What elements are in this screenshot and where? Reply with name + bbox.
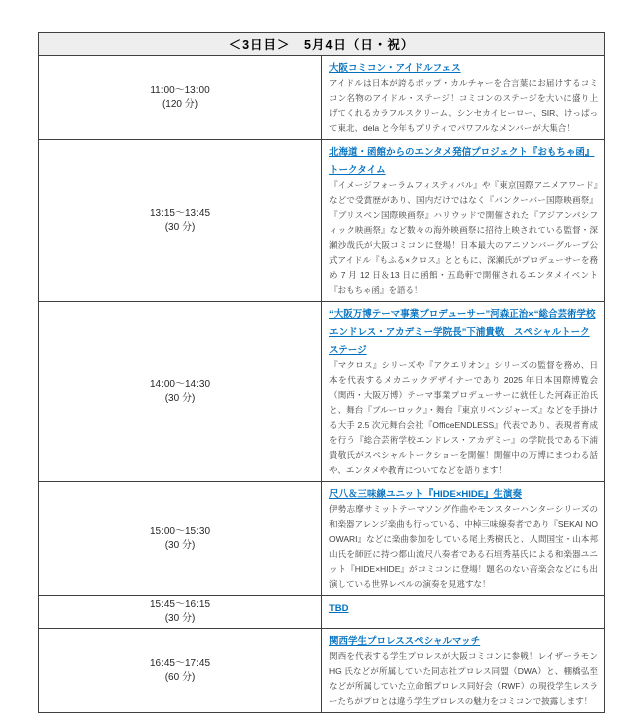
content-cell xyxy=(322,56,605,140)
content-cell xyxy=(322,140,605,302)
event-description: 『イメージフォーラムフィスティバル』や『東京国際アニメアワード』などで受賞歴があり、国内だけではなく『バンクーバー国際映画祭』『ブリスベン国際映画祭』ハリウッドで開催された『アジアンパシフィック映画祭』など数々の海外映画祭に招待上映されている監督・深瀬沙哉氏が大阪コミコンに登場！日本最大のアニソンバーグループ公式アイドル『もふる×クロス』とともに、深瀬氏がプロデューサーを務め 7 月 12 日＆13 日に函館・五島軒で開催されるエンタメイベント『おもちゃ函』を語る！ xyxy=(329,180,598,295)
time-range: 15:45～16:15 xyxy=(149,599,211,610)
table-row xyxy=(39,140,605,302)
schedule-table xyxy=(38,32,605,713)
day-header: ＜3日目＞ 5月4日（日・祝） xyxy=(39,33,605,56)
event-title-link[interactable]: 北海道・函館からのエンタメ発信プロジェクト『おもちゃ函』トークタイム xyxy=(329,147,595,176)
time-cell xyxy=(39,596,322,629)
time-cell xyxy=(39,629,322,713)
event-title-link[interactable]: TBD xyxy=(329,603,349,614)
table-row xyxy=(39,629,605,713)
content-cell xyxy=(322,596,605,629)
table-row xyxy=(39,56,605,140)
event-description: 伊勢志摩サミットテーマソング作曲やモンスターハンターシリーズの和楽器アレンジ楽曲も行っている、中棹三味線奏者であり『SEKAI NO OWARI』などに楽曲参加をしている尾上秀樹氏と、人間国宝・山本邦山氏を師匠に持つ都山流尺八奏者である石垣秀基氏による和楽器ユニット『HIDE×HIDE』がコミコンに登場！題名のない音楽会などにも出演している世界レベルの演奏を見逃すな！ xyxy=(329,504,598,589)
content-cell xyxy=(322,302,605,482)
time-range: 13:15～13:45 xyxy=(149,207,211,219)
time-cell xyxy=(39,302,322,482)
time-cell xyxy=(39,56,322,140)
content-cell xyxy=(322,482,605,596)
event-title-link[interactable]: “大阪万博テーマ事業プロデューサー”河森正治×“総合芸術学校エンドレス・アカデミー学院長”下浦貴敬 スペシャルトークステージ xyxy=(329,309,596,356)
table-row xyxy=(39,596,605,629)
duration: (30 分) xyxy=(164,392,196,404)
event-title-link[interactable]: 関西学生プロレススペシャルマッチ xyxy=(329,636,481,647)
table-row xyxy=(39,482,605,596)
time-range: 15:00～15:30 xyxy=(149,525,211,537)
event-title-link[interactable]: 尺八＆三味線ユニット『HIDE×HIDE』生演奏 xyxy=(329,489,523,500)
time-cell xyxy=(39,482,322,596)
event-description: 『マクロス』シリーズや『アクエリオン』シリーズの監督を務め、日本を代表するメカニックデザイナーであり 2025 年日本国際博覧会（関西・大阪万博）テーマ事業プロデューサーに就任した河森正治氏と、舞台『ブルーロック』・舞台『東京リベンジャーズ』などを手掛ける大手 2.5 次元舞台会社『OfficeENDLESS』代表であり、表現者育成を行う『総合芸術学校エンドレス・アカデミー』の学院長である下浦貴敬氏がスペシャルトークショーを開催！開催中の万博にまつわる話や、エンタメや教育についてなどを語ります！ xyxy=(329,360,598,475)
event-description: アイドルは日本が誇るポップ・カルチャーを合言葉にお届けするコミコン名物のアイドル・ステージ！コミコンのステージを大いに盛り上げてくれるカラフルスクリーム、シンセカイヒーロー、SIR、けっぱって東北、dela と今年もプリティでパワフルなメンバーが大集合！ xyxy=(329,78,598,133)
time-range: 16:45～17:45 xyxy=(149,657,211,669)
duration: (30 分) xyxy=(164,613,196,624)
header-row xyxy=(39,33,605,56)
duration: (120 分) xyxy=(161,98,199,110)
duration: (30 分) xyxy=(164,221,196,233)
content-cell xyxy=(322,629,605,713)
time-cell xyxy=(39,140,322,302)
duration: (30 分) xyxy=(164,539,196,551)
event-description: 関西を代表する学生プロレスが大阪コミコンに参戦！レイザーラモン HG 氏などが所属していた同志社プロレス同盟（DWA）と、棚橋弘至などが所属していた立命館プロレス同好会（RWF）の現役学生レスラーたちがプロとは違う学生プロレスの魅力をコミコンで披露します！ xyxy=(329,651,598,706)
duration: (60 分) xyxy=(164,671,196,683)
time-range: 14:00～14:30 xyxy=(149,378,211,390)
table-row xyxy=(39,302,605,482)
time-range: 11:00～13:00 xyxy=(150,84,210,96)
event-title-link[interactable]: 大阪コミコン・アイドルフェス xyxy=(329,63,461,74)
